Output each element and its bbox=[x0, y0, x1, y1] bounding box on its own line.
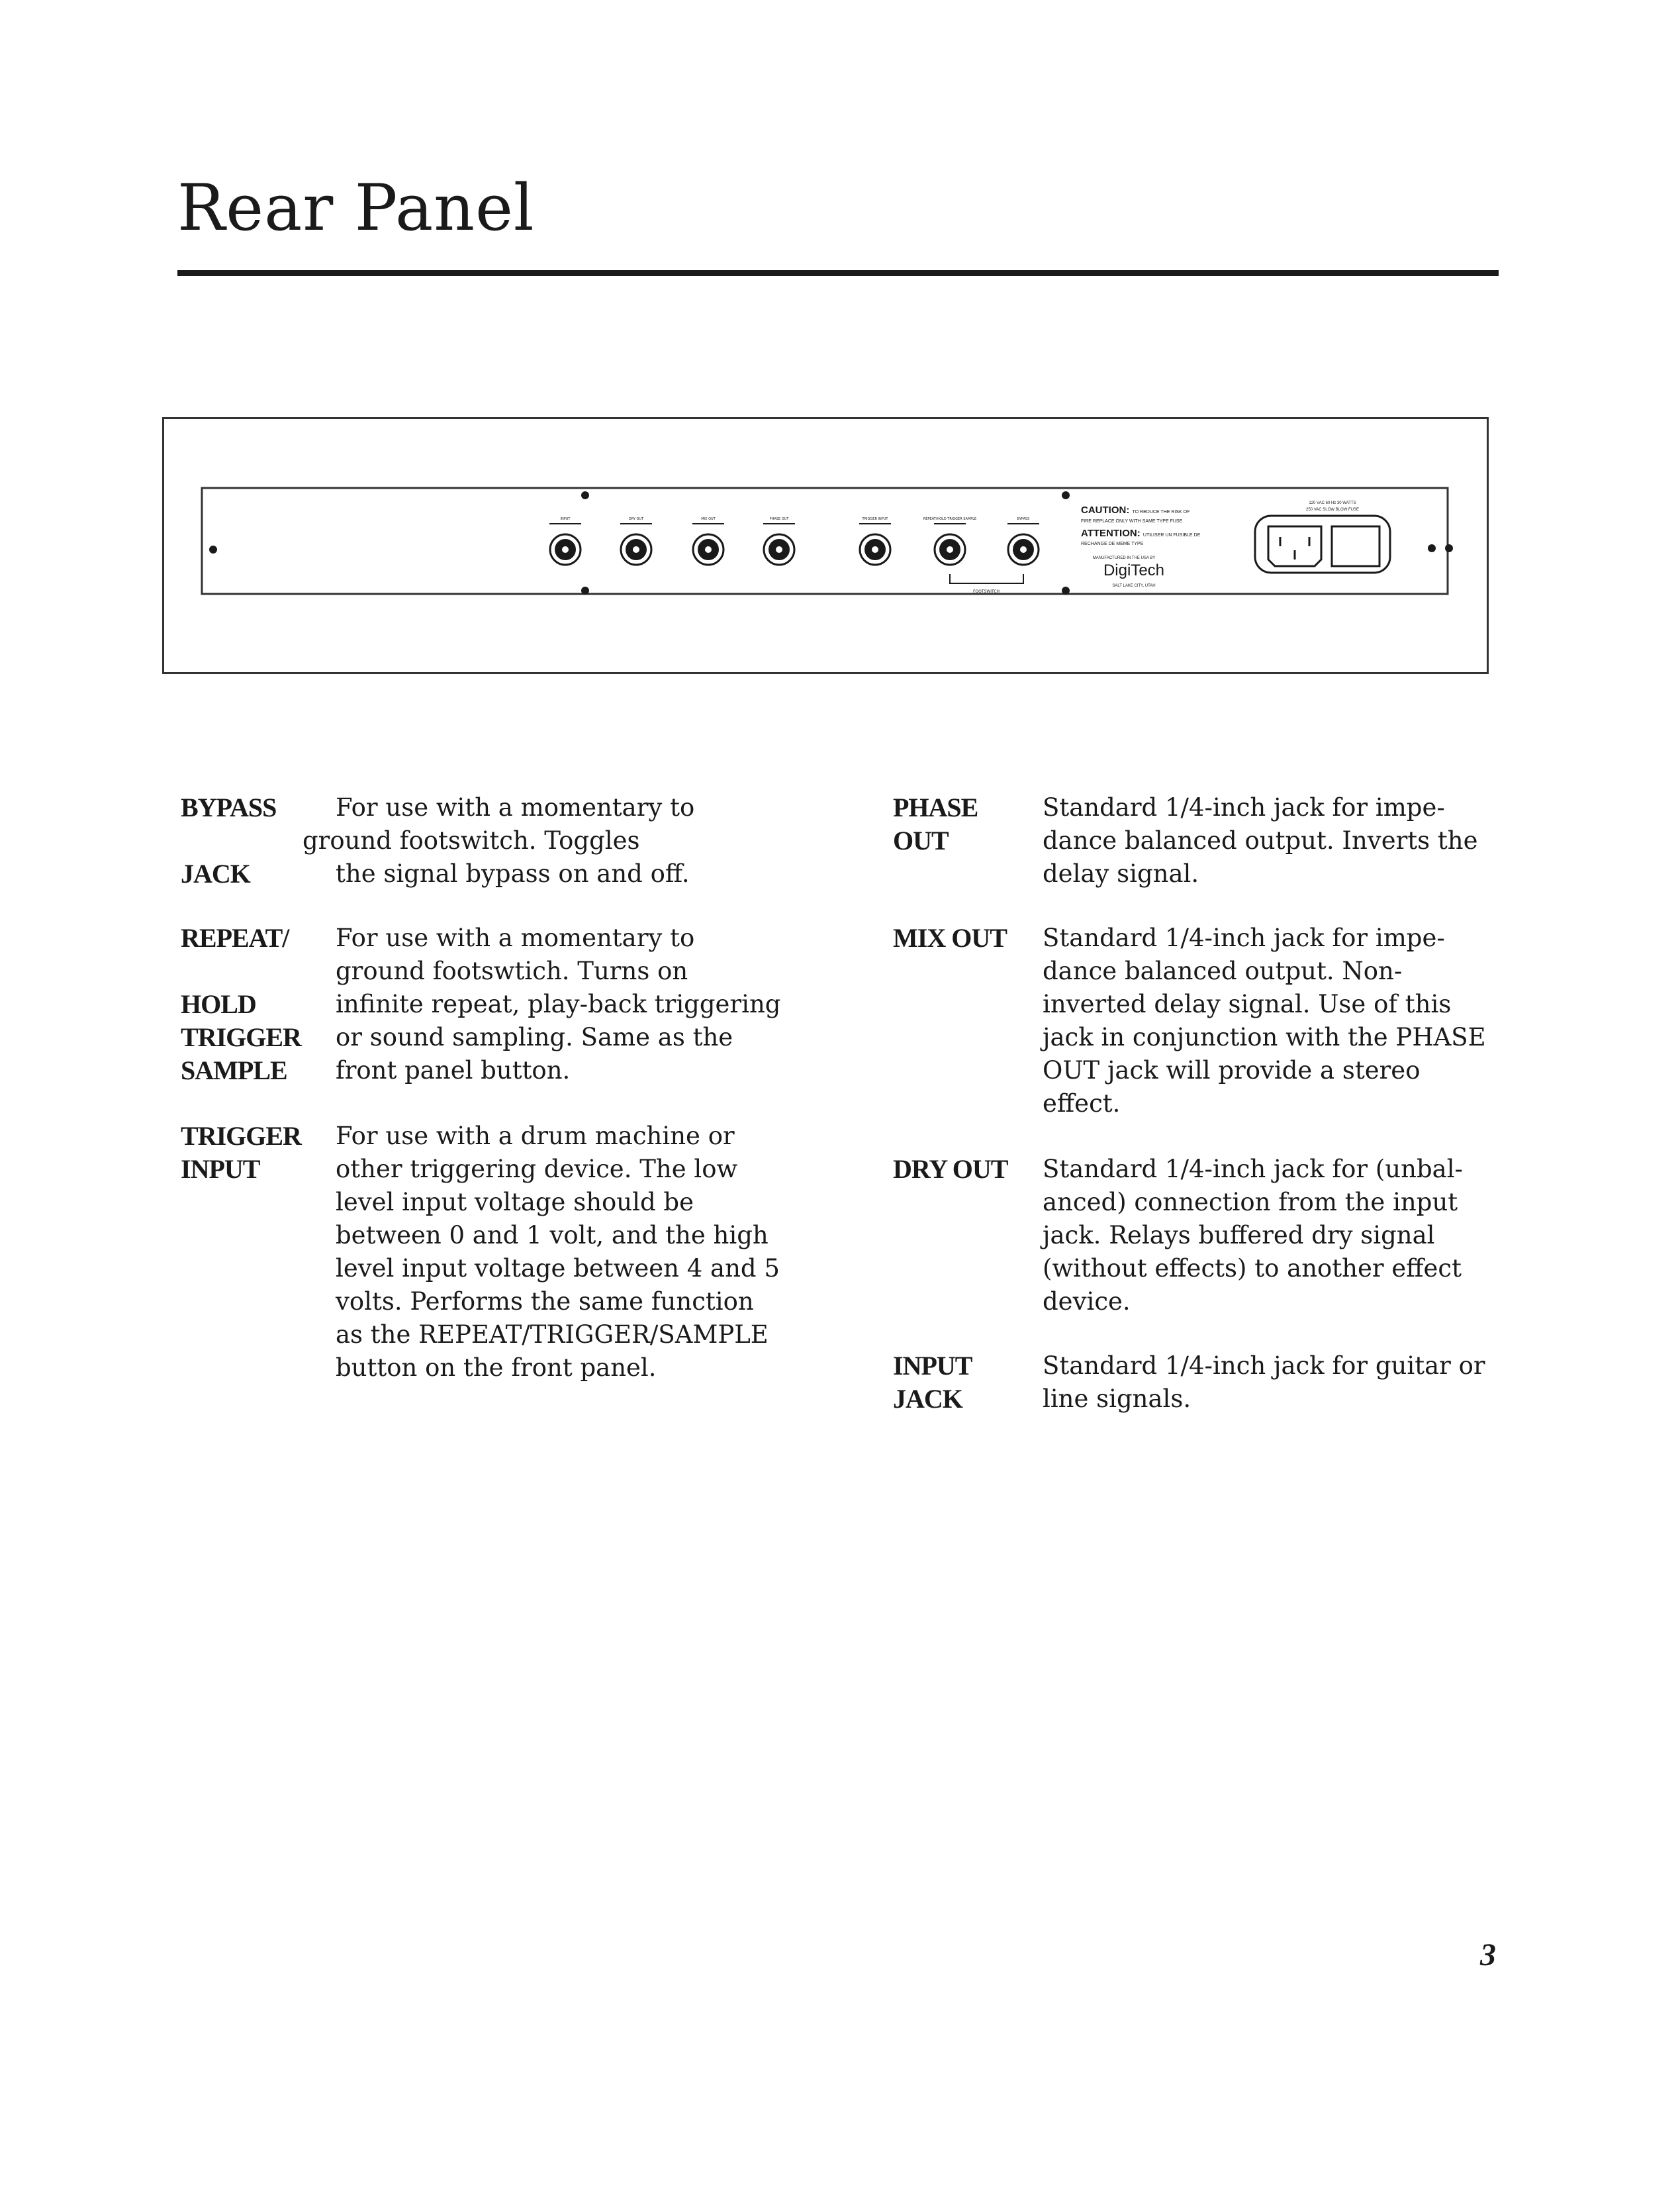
jack-input bbox=[549, 517, 581, 565]
jack-row bbox=[549, 517, 1039, 565]
description-line: or sound sampling. Same as the bbox=[336, 1023, 733, 1051]
description-line: between 0 and 1 volt, and the high bbox=[336, 1221, 769, 1249]
description-line: inverted delay signal. Use of this bbox=[1043, 990, 1452, 1018]
description-line: front panel button. bbox=[336, 1056, 571, 1085]
label-bracket-screw-top bbox=[1062, 491, 1070, 499]
description-line: anced) connection from the input bbox=[1043, 1188, 1458, 1216]
term-line: INPUT bbox=[893, 1351, 972, 1381]
description-line: OUT jack will provide a stereo bbox=[1043, 1056, 1421, 1085]
jack-hole bbox=[947, 546, 953, 553]
description-line: line signals. bbox=[1043, 1385, 1191, 1413]
description-line: Standard 1/4-inch jack for (unbal- bbox=[1043, 1155, 1464, 1183]
description-line: ground footswitch. Toggles bbox=[303, 826, 640, 855]
entry-term bbox=[893, 1153, 1007, 1186]
jack-mix-out bbox=[692, 517, 724, 565]
term-line: INPUT bbox=[181, 1154, 260, 1184]
jack-label: TRIGGER INPUT bbox=[862, 517, 888, 521]
power-rating: 120 VAC 60 Hz 30 WATTS bbox=[1309, 501, 1356, 505]
jack-label: MIX OUT bbox=[701, 517, 716, 521]
power-module-outline bbox=[1255, 516, 1390, 573]
attention-title: ATTENTION: UTILISER UN FUSIBLE DE bbox=[1081, 528, 1201, 539]
entry-description bbox=[1043, 1153, 1463, 1318]
term-line: SAMPLE bbox=[181, 1055, 287, 1085]
fuse-rating: 250 VAC SLOW BLOW FUSE bbox=[1306, 508, 1359, 512]
entry-description bbox=[1043, 922, 1486, 1120]
page-number: 3 bbox=[1480, 1937, 1496, 1972]
entry-description bbox=[336, 922, 780, 1087]
term-line: TRIGGER bbox=[181, 1022, 301, 1052]
description-line: level input voltage should be bbox=[336, 1188, 694, 1216]
jack-hole bbox=[872, 546, 878, 553]
entry-term bbox=[893, 922, 1007, 955]
caution-line-2: FIRE REPLACE ONLY WITH SAME TYPE FUSE bbox=[1081, 519, 1183, 524]
description-line: level input voltage between 4 and 5 bbox=[336, 1254, 780, 1283]
description-line: For use with a drum machine or bbox=[336, 1122, 735, 1150]
city-text: SALT LAKE CITY, UTAH bbox=[1112, 584, 1156, 588]
attention-line-2: RECHANGE DE MEME TYPE bbox=[1081, 542, 1144, 546]
fuse-holder bbox=[1332, 526, 1379, 566]
jack-hole bbox=[633, 546, 639, 553]
jack-hole bbox=[1020, 546, 1027, 553]
description-line: Standard 1/4-inch jack for guitar or bbox=[1043, 1351, 1485, 1380]
jack-phase-out bbox=[763, 517, 795, 565]
term-line: JACK bbox=[181, 859, 250, 889]
description-line: button on the front panel. bbox=[336, 1353, 657, 1382]
term-line: JACK bbox=[893, 1384, 962, 1414]
rear-panel-drawing bbox=[164, 419, 1487, 672]
entry-term bbox=[181, 1120, 301, 1186]
description-line: ground footswtich. Turns on bbox=[336, 957, 688, 985]
description-line: (without effects) to another effect bbox=[1043, 1254, 1462, 1283]
description-line: as the REPEAT/TRIGGER/SAMPLE bbox=[336, 1320, 769, 1349]
term-line: BYPASS bbox=[181, 793, 277, 822]
entry-description bbox=[1043, 791, 1478, 891]
jack-hole bbox=[562, 546, 569, 553]
description-line: dance balanced output. Inverts the bbox=[1043, 826, 1478, 855]
mount-screw-left bbox=[209, 546, 217, 554]
term-line: MIX OUT bbox=[893, 923, 1007, 953]
description-line: the signal bypass on and off. bbox=[336, 859, 690, 888]
chassis-outline bbox=[202, 488, 1448, 594]
jack-bracket-screw-bottom bbox=[581, 587, 589, 595]
term-line: DRY OUT bbox=[893, 1154, 1008, 1184]
mount-screw-right-1 bbox=[1428, 544, 1436, 552]
term-line bbox=[181, 955, 301, 988]
jack-label: REPEAT/HOLD TRIGGER SAMPLE bbox=[923, 517, 977, 521]
jack-trigger-input bbox=[859, 517, 891, 565]
page-title: Rear Panel bbox=[177, 171, 535, 245]
term-line: OUT bbox=[893, 826, 949, 855]
jack-hole bbox=[705, 546, 712, 553]
title-rule bbox=[177, 270, 1499, 276]
entry-term bbox=[893, 791, 978, 857]
description-line: effect. bbox=[1043, 1089, 1121, 1118]
description-line: For use with a momentary to bbox=[336, 793, 695, 822]
term-line: HOLD bbox=[181, 989, 256, 1019]
description-line: dance balanced output. Non- bbox=[1043, 957, 1403, 985]
manufactured-text: MANUFACTURED IN THE USA BY bbox=[1092, 556, 1156, 560]
entry-description bbox=[1043, 1349, 1485, 1416]
jack-bracket-screw-top bbox=[581, 491, 589, 499]
description-line: delay signal. bbox=[1043, 859, 1199, 888]
term-line bbox=[181, 824, 276, 857]
jack-bypass bbox=[1007, 517, 1039, 565]
description-line: Standard 1/4-inch jack for impe- bbox=[1043, 924, 1445, 952]
brand-logo: DigiTech bbox=[1103, 561, 1165, 579]
description-line: jack. Relays buffered dry signal bbox=[1043, 1221, 1435, 1249]
jack-label: BYPASS bbox=[1017, 517, 1030, 521]
entry-description bbox=[303, 791, 695, 891]
label-bracket-screw-bottom bbox=[1062, 587, 1070, 595]
jack-dry-out bbox=[620, 517, 652, 565]
jack-hole bbox=[776, 546, 782, 553]
description-line: Standard 1/4-inch jack for impe- bbox=[1043, 793, 1445, 822]
entry-term bbox=[181, 922, 301, 1087]
term-line: TRIGGER bbox=[181, 1121, 301, 1151]
description-line: other triggering device. The low bbox=[336, 1155, 738, 1183]
mount-screw-right-2 bbox=[1445, 544, 1453, 552]
term-line: PHASE bbox=[893, 793, 978, 822]
jack-label: INPUT bbox=[560, 517, 571, 521]
term-line: REPEAT/ bbox=[181, 923, 289, 953]
iec-inlet bbox=[1268, 526, 1321, 566]
description-line: infinite repeat, play-back triggering bbox=[336, 990, 781, 1018]
footswitch-label: FOOTSWITCH bbox=[972, 589, 1000, 594]
jack-label: PHASE OUT bbox=[769, 517, 789, 521]
jack-repeat-hold-trigger-sample bbox=[923, 517, 976, 565]
entry-term bbox=[893, 1349, 972, 1416]
description-line: jack in conjunction with the PHASE bbox=[1043, 1023, 1486, 1051]
jack-label: DRY OUT bbox=[628, 517, 644, 521]
description-line: For use with a momentary to bbox=[336, 924, 695, 952]
entry-term bbox=[181, 791, 276, 891]
description-line: device. bbox=[1043, 1287, 1131, 1316]
footswitch-bracket bbox=[950, 574, 1023, 583]
caution-title: CAUTION: TO REDUCE THE RISK OF bbox=[1081, 505, 1190, 516]
entry-description bbox=[336, 1120, 780, 1385]
rear-panel-figure bbox=[162, 417, 1489, 674]
description-line: volts. Performs the same function bbox=[336, 1287, 754, 1316]
